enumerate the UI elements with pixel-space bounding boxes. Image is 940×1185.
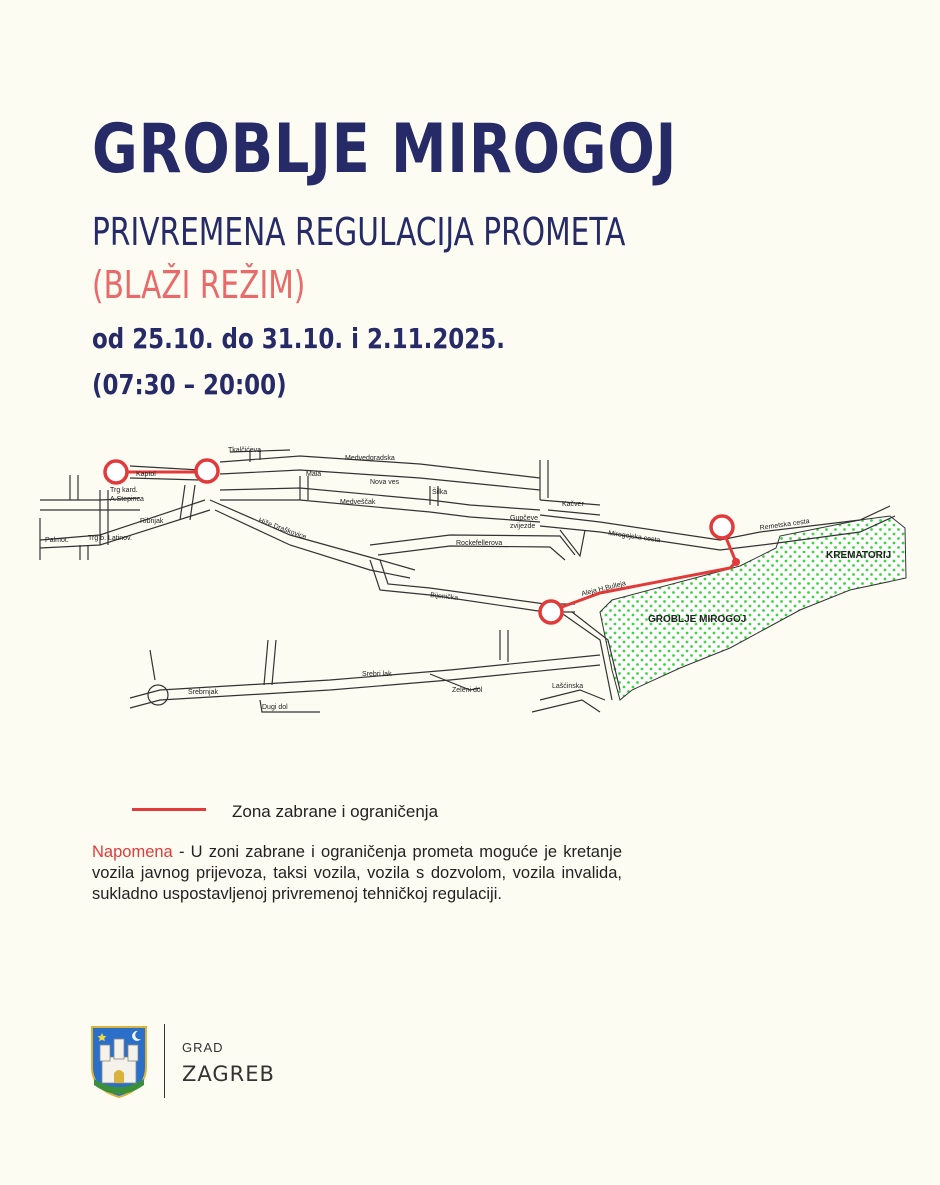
label-aleja-bulleja: Aleja H.Bulleja bbox=[580, 580, 627, 598]
label-hize-draskovice: Hiže Draškovice bbox=[257, 517, 308, 542]
label-kacver: Kačver bbox=[562, 501, 584, 508]
legend-zone-swatch bbox=[132, 808, 206, 811]
legend-zone-label: Zona zabrane i ograničenja bbox=[232, 802, 439, 821]
label-tkalciceva: Tkalčićeva bbox=[228, 447, 262, 454]
note-text: - U zoni zabrane i ograničenja prometa moguće je kretanje vozila javnog prijevoza, taksi vozila, vozila s dozvolom, vozila invalida, sukladno uspostavljenoj privremenoj tehničkoj regulaciji. bbox=[92, 843, 622, 903]
label-mirogojska: Mirogojska cesta bbox=[607, 530, 661, 545]
regime-label: (BLAŽI REŽIM) bbox=[92, 263, 306, 307]
label-groblje-mirogoj: GROBLJE MIROGOJ bbox=[648, 614, 747, 625]
zone-endpoint-kaptol-west bbox=[105, 461, 127, 483]
footer-grad: GRAD bbox=[182, 1040, 224, 1055]
label-zeleni-dol: Zeleni dol bbox=[452, 687, 483, 694]
note-paragraph bbox=[92, 842, 622, 905]
label-dugi-dol: Dugi dol bbox=[262, 704, 288, 711]
note-prefix: Napomena bbox=[92, 843, 173, 861]
label-trg-latinovica: Trg b. Latinov. bbox=[88, 535, 132, 542]
label-silka: Šilka bbox=[432, 489, 448, 496]
label-medvescak: Medveščak bbox=[340, 499, 376, 506]
label-remetska: Remetska cesta bbox=[759, 518, 810, 532]
page-subtitle: PRIVREMENA REGULACIJA PROMETA bbox=[92, 210, 626, 254]
label-nova-ves: Nova ves bbox=[370, 479, 400, 486]
footer-city: ZAGREB bbox=[182, 1062, 275, 1086]
cemetery-area bbox=[600, 516, 906, 700]
label-rockefellerova: Rockefellerova bbox=[456, 540, 503, 547]
label-a-stepinca: A.Stepinca bbox=[110, 496, 144, 503]
page-title: GROBLJE MIROGOJ bbox=[92, 110, 678, 189]
zone-point-gate bbox=[732, 558, 740, 566]
label-krematorij: KREMATORIJ bbox=[826, 550, 892, 561]
label-ribnjak: Ribnjak bbox=[140, 518, 164, 525]
label-mala: Mala bbox=[306, 471, 322, 478]
label-medvedgradska: Medvedgradska bbox=[345, 455, 395, 462]
label-zvijezde: zvijezde bbox=[510, 523, 536, 530]
label-srebri-lak: Srebri lak bbox=[362, 671, 392, 678]
label-kaptol: Kaptol bbox=[136, 471, 156, 478]
traffic-map bbox=[0, 430, 940, 730]
zone-endpoint-kaptol-east bbox=[196, 460, 218, 482]
zagreb-crest-icon bbox=[88, 1023, 150, 1099]
label-trg-kard: Trg kard. bbox=[110, 487, 138, 494]
date-range: od 25.10. do 31.10. i 2.11.2025. bbox=[92, 322, 505, 355]
zone-endpoint-mirogojska bbox=[711, 516, 733, 538]
label-srebrnjak: Srebrnjak bbox=[188, 689, 218, 696]
footer-divider bbox=[164, 1024, 165, 1098]
time-range: (07:30 – 20:00) bbox=[92, 368, 287, 401]
label-lascinska: Lašćinska bbox=[552, 683, 584, 690]
zone-endpoint-bijenicka bbox=[540, 601, 562, 623]
label-gupceve: Gupčeve bbox=[510, 515, 539, 522]
label-bijenicka: Bijenička bbox=[429, 592, 459, 602]
label-palmoticeva: Palmot. bbox=[45, 537, 69, 544]
